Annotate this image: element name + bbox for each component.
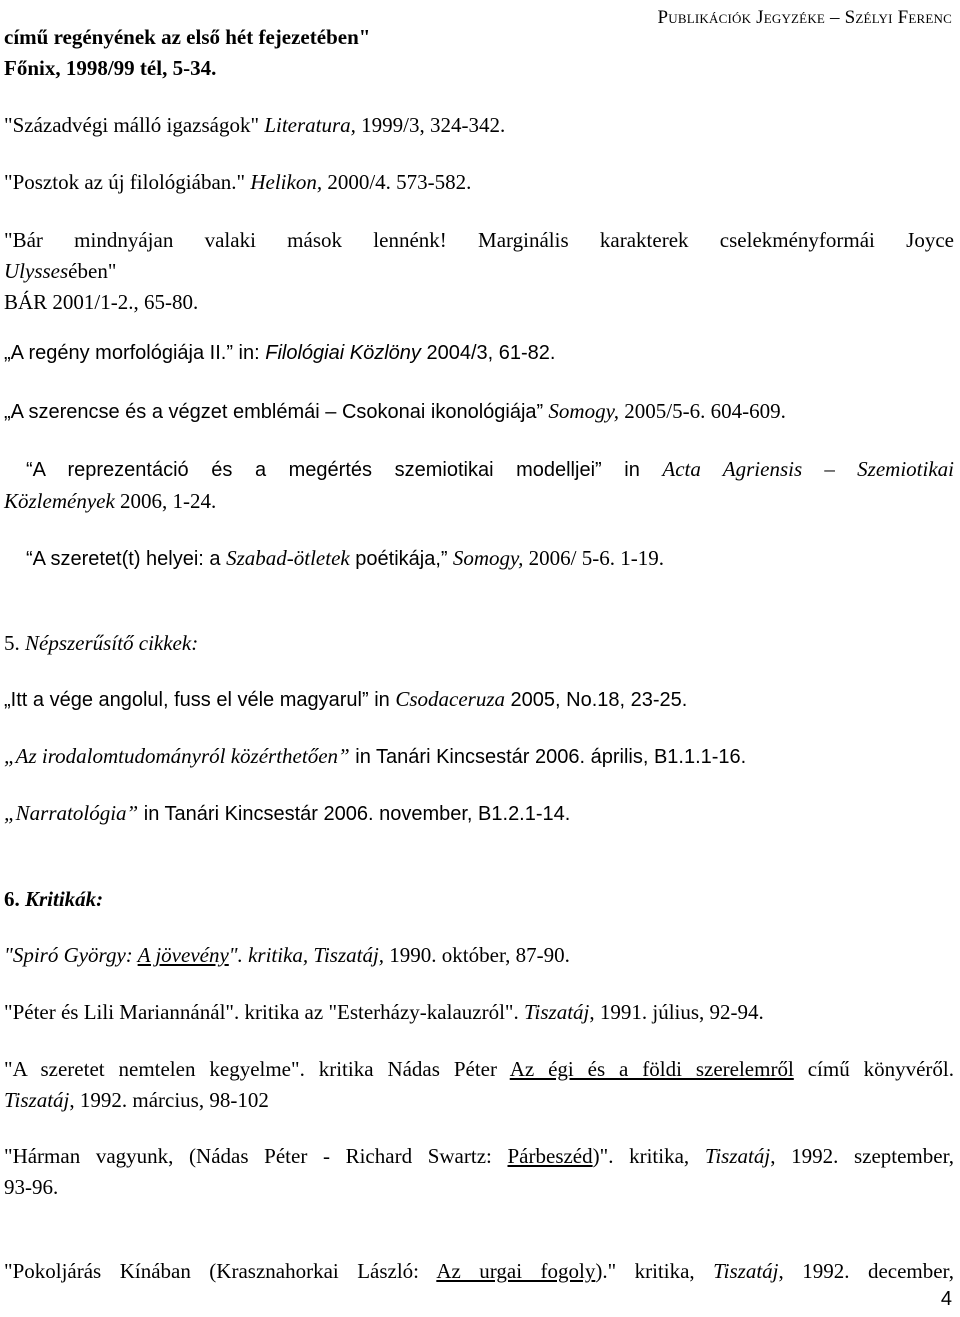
- book-title: Az égi és a földi szerelemről: [509, 1057, 794, 1081]
- entry-title: "Posztok az új filológiában.": [4, 170, 251, 194]
- section-heading: [4, 628, 954, 659]
- entry-details: , 1992. december,: [778, 1259, 954, 1283]
- entry-in: in:: [233, 342, 266, 364]
- journal-name: Somogy,: [543, 399, 619, 423]
- section-title: Kritikák:: [25, 887, 104, 911]
- entry-details: 2000/4. 573-582.: [322, 170, 472, 194]
- journal-name: Somogy,: [447, 546, 524, 570]
- entry-details: 1990. október, 87-90.: [384, 943, 570, 967]
- critique-entry: [4, 1141, 954, 1203]
- article-title: „Narratológia”: [4, 801, 139, 825]
- article-title: „Itt a vége angolul, fuss el véle magyarul”: [4, 689, 369, 711]
- journal-name: Csodaceruza: [395, 687, 505, 711]
- journal-name: Literatura,: [264, 113, 356, 137]
- publication-entry: [4, 396, 954, 428]
- popular-article: [4, 684, 954, 716]
- entry-line: 93-96.: [4, 1175, 59, 1199]
- publication-entry: [4, 110, 954, 141]
- publication-entry: [4, 543, 954, 575]
- journal-name: Helikon,: [250, 170, 323, 194]
- entry-line: "Bár mindnyájan valaki mások lennénk! Marginális karakterek cselekményformái Joyce: [4, 228, 954, 252]
- entry-details: in Tanári Kincsestár 2006. november, B1.2.1-14.: [138, 803, 571, 825]
- entry-line: Főnix, 1998/99 tél, 5-34.: [4, 56, 217, 80]
- entry-title: “A szeretet(t) helyei: a: [26, 548, 227, 570]
- critique-entry: [4, 997, 954, 1028]
- journal-name: Tiszatáj: [704, 1144, 771, 1168]
- section-number: 6.: [4, 887, 25, 911]
- journal-name: Tiszatáj: [4, 1088, 70, 1112]
- entry-line: [4, 1054, 954, 1085]
- entry-line: [4, 1256, 954, 1287]
- critique-source: című könyvéről.: [793, 1057, 954, 1081]
- book-title: Szabad-ötletek: [226, 546, 350, 570]
- popular-article: [4, 798, 954, 830]
- entry-line: [4, 1085, 954, 1116]
- journal-name: Tiszatáj: [713, 1259, 779, 1283]
- entry-details: 2005, No.18, 23-25.: [505, 689, 688, 711]
- entry-title-rest: ében": [68, 259, 117, 283]
- entry-line: [4, 486, 954, 517]
- article-title: „Az irodalomtudományról közérthetően”: [4, 744, 350, 768]
- entry-details: , 1991. július, 92-94.: [589, 1000, 764, 1024]
- book-title: Párbeszéd: [507, 1144, 593, 1168]
- publication-entry: [4, 454, 954, 517]
- critique-source: )". kritika,: [592, 1144, 705, 1168]
- section-number: 5.: [4, 631, 25, 655]
- book-title: Az urgai fogoly: [436, 1259, 596, 1283]
- entry-details: , 1992. március, 98-102: [69, 1088, 269, 1112]
- critique-entry: [4, 1256, 954, 1287]
- entry-title: „A regény morfológiája II.”: [4, 342, 233, 364]
- entry-line: [4, 256, 954, 287]
- entry-details: 2006, 1-24.: [114, 489, 217, 513]
- critique-title: "Péter és Lili Mariannánál". kritika az "Esterházy-kalauzról".: [4, 1000, 524, 1024]
- journal-name-cont: Közlemények: [4, 489, 115, 513]
- entry-line: [4, 1141, 954, 1172]
- entry-in: in: [368, 689, 396, 711]
- critique-title: "Pokoljárás Kínában (Krasznahorkai László:: [4, 1259, 437, 1283]
- critique-entry: [4, 1054, 954, 1116]
- entry-continuation: [4, 22, 954, 84]
- book-title: Ulysses: [4, 259, 69, 283]
- entry-details: 2006/ 5-6. 1-19.: [523, 546, 664, 570]
- critique-title: "Spiró György:: [4, 943, 138, 967]
- entry-in: in: [601, 459, 663, 481]
- entry-line: [4, 454, 954, 486]
- entry-details: , 1992. szeptember,: [770, 1144, 954, 1168]
- entry-line: című regényének az első hét fejezetében": [4, 25, 371, 49]
- publication-entry: [4, 338, 954, 369]
- entry-details: 2005/5-6. 604-609.: [619, 399, 786, 423]
- entry-title: “A reprezentáció és a megértés szemiotikai modelljei”: [26, 459, 602, 481]
- running-header: Publikációk Jegyzéke – Szélyi Ferenc: [657, 7, 952, 28]
- entry-title-rest: poétikája,”: [349, 548, 448, 570]
- critique-title: "Hárman vagyunk, (Nádas Péter - Richard Swartz:: [4, 1144, 508, 1168]
- critique-title: "A szeretet nemtelen kegyelme". kritika Nádas Péter: [4, 1057, 510, 1081]
- entry-title: "Századvégi málló igazságok": [4, 113, 265, 137]
- critique-source: )." kritika,: [595, 1259, 714, 1283]
- critique-entry: [4, 940, 954, 971]
- entry-title: „A szerencse és a végzet emblémái – Csokonai ikonológiája”: [4, 401, 544, 423]
- publication-entry: [4, 225, 954, 318]
- entry-line: BÁR 2001/1-2., 65-80.: [4, 290, 199, 314]
- book-title: A jövevény: [137, 943, 229, 967]
- entry-details: 2004/3, 61-82.: [420, 342, 556, 364]
- journal-name: Filológiai Közlöny: [265, 342, 421, 364]
- entry-details: 1999/3, 324-342.: [355, 113, 506, 137]
- section-title: Népszerűsítő cikkek:: [25, 631, 199, 655]
- popular-article: [4, 741, 954, 773]
- critique-source: ". kritika, Tiszatáj,: [228, 943, 385, 967]
- page-number: 4: [940, 1288, 952, 1310]
- journal-name: Acta Agriensis – Szemiotikai: [662, 457, 954, 481]
- entry-details: in Tanári Kincsestár 2006. április, B1.1.1-16.: [349, 746, 747, 768]
- journal-name: Tiszatáj: [524, 1000, 590, 1024]
- publication-entry: [4, 167, 954, 198]
- section-heading: [4, 884, 954, 915]
